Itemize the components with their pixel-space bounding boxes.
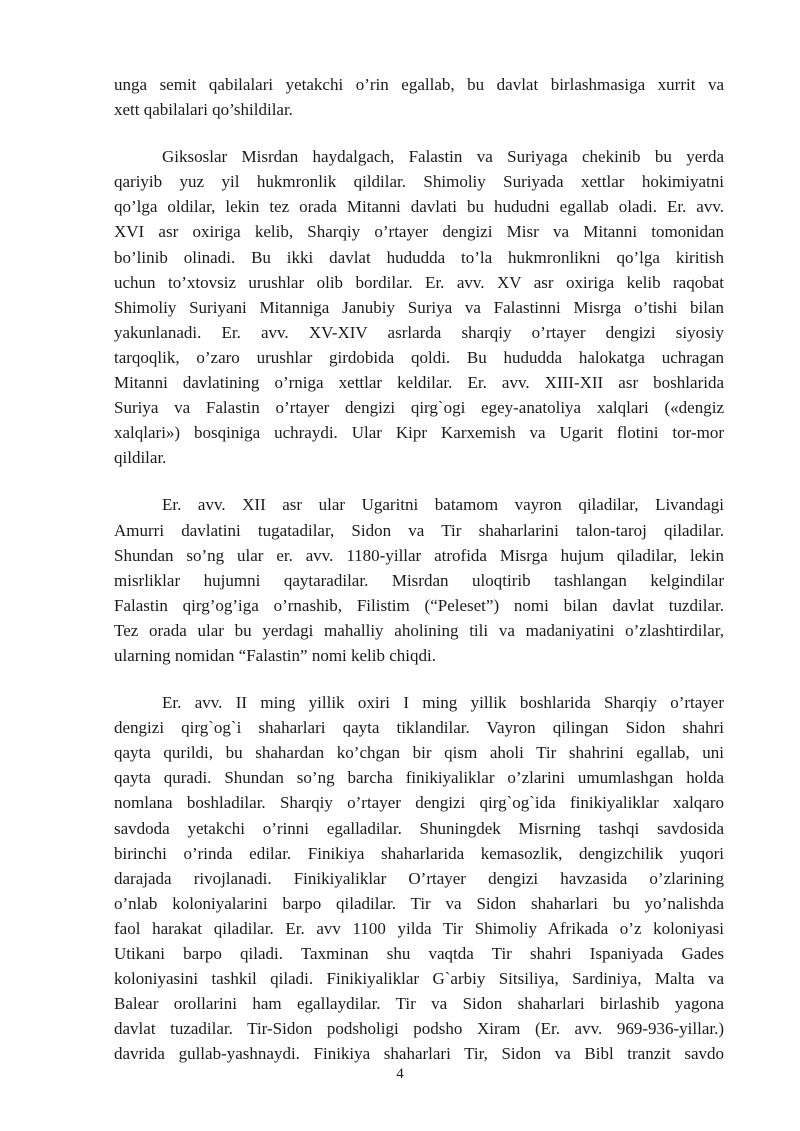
- text-line: Shundan so’ng ular er. avv. 1180-yillar atrofida Misrga hujum qiladilar, lekin: [114, 545, 724, 565]
- document-body: [114, 72, 724, 1088]
- text-line: qo’lga oldilar, lekin tez orada Mitanni davlati bu hududni egallab oladi. Er. avv.: [114, 197, 724, 217]
- text-line: xett qabilalari qo’shildilar.: [114, 100, 293, 120]
- text-line: darajada rivojlanadi. Finikiyaliklar O’rtayer dengizi havzasida o’zlarining: [114, 868, 724, 888]
- paragraph: [114, 492, 724, 668]
- text-line: Giksoslar Misrdan haydalgach, Falastin va Suriyaga chekinib bu yerda: [162, 147, 724, 167]
- text-line: Amurri davlatini tugatadilar, Sidon va Tir shaharlarini talon-taroj qiladilar.: [114, 520, 724, 540]
- text-line: Balear orollarini ham egallaydilar. Tir va Sidon shaharlari birlashib yagona: [114, 994, 724, 1014]
- text-line: koloniyasini tashkil qiladi. Finikiyaliklar G`arbiy Sitsiliya, Sardiniya, Malta va: [114, 969, 724, 989]
- text-line: Falastin qirg’og’iga o’rnashib, Filistim (“Peleset”) nomi bilan davlat tuzdilar.: [114, 595, 724, 615]
- text-line: o’nlab koloniyalarini barpo qiladilar. Tir va Sidon shaharlari bu yo’nalishda: [114, 893, 724, 913]
- text-line: dengizi qirg`og`i shaharlari qayta tiklandilar. Vayron qilingan Sidon shahri: [114, 718, 724, 738]
- paragraph: [114, 72, 724, 122]
- text-line: ularning nomidan “Falastin” nomi kelib chiqdi.: [114, 645, 436, 665]
- text-line: unga semit qabilalari yetakchi o’rin egallab, bu davlat birlashmasiga xurrit va: [114, 75, 724, 94]
- text-line: davrida gullab-yashnaydi. Finikiya shaharlari Tir, Sidon va Bibl tranzit savdo: [114, 1044, 724, 1064]
- text-line: Mitanni davlatining o’rniga xettlar keldilar. Er. avv. XIII-XII asr boshlarida: [114, 373, 724, 393]
- text-line: qayta qurildi, bu shahardan ko’chgan bir qism aholi Tir shahrini egallab, uni: [114, 743, 724, 763]
- text-line: Suriya va Falastin o’rtayer dengizi qirg`ogi egey-anatoliya xalqlari («dengiz: [114, 398, 724, 418]
- text-line: misrliklar hujumni qaytaradilar. Misrdan uloqtirib tashlangan kelgindilar: [114, 570, 724, 590]
- text-line: XVI asr oxiriga kelib, Sharqiy o’rtayer dengizi Misr va Mitanni tomonidan: [114, 222, 724, 242]
- text-line: nomlana boshladilar. Sharqiy o’rtayer dengizi qirg`og`ida finikiyaliklar xalqaro: [114, 793, 724, 813]
- paragraph: [114, 690, 724, 1066]
- text-line: yakunlanadi. Er. avv. XV-XIV asrlarda sharqiy o’rtayer dengizi siyosiy: [114, 322, 724, 342]
- text-line: Er. avv. XII asr ular Ugaritni batamom vayron qiladilar, Livandagi: [162, 495, 724, 515]
- text-line: Er. avv. II ming yillik oxiri I ming yillik boshlarida Sharqiy o’rtayer: [162, 693, 724, 713]
- text-line: uchun to’xtovsiz urushlar olib bordilar. Er. avv. XV asr oxiriga kelib raqobat: [114, 272, 724, 292]
- text-line: Utikani barpo qiladi. Taxminan shu vaqtda Tir shahri Ispaniyada Gades: [114, 944, 724, 963]
- text-line: faol harakat qiladilar. Er. avv 1100 yilda Tir Shimoliy Afrikada o’z koloniyasi: [114, 918, 724, 938]
- text-line: Shimoliy Suriyani Mitanniga Janubiy Suriya va Falastinni Misrga o’tishi bilan: [114, 297, 724, 317]
- text-line: qayta quradi. Shundan so’ng barcha finikiyaliklar o’zlarini umumlashgan holda: [114, 768, 724, 788]
- paragraph: [114, 144, 724, 470]
- text-line: birinchi o’rinda edilar. Finikiya shaharlarida kemasozlik, dengizchilik yuqori: [114, 843, 724, 863]
- page-number: 4: [396, 1066, 404, 1082]
- text-line: bo’linib olinadi. Bu ikki davlat hududda to’la hukmronlikni qo’lga kiritish: [114, 247, 724, 267]
- text-line: xalqlari») bosqiniga uchraydi. Ular Kipr Karxemish va Ugarit flotini tor-mor: [114, 423, 724, 443]
- text-line: tarqoqlik, o’zaro urushlar girdobida qoldi. Bu hududda halokatga uchragan: [114, 347, 724, 367]
- text-line: savdoda yetakchi o’rinni egalladilar. Shuningdek Misrning tashqi savdosida: [114, 818, 724, 838]
- text-line: qariyib yuz yil hukmronlik qildilar. Shimoliy Suriyada xettlar hokimiyatni: [114, 172, 724, 192]
- text-line: davlat tuzadilar. Tir-Sidon podsholigi podsho Xiram (Er. avv. 969-936-yillar.): [114, 1019, 724, 1039]
- text-line: qildilar.: [114, 448, 167, 468]
- text-line: Tez orada ular bu yerdagi mahalliy aholining tili va madaniyatini o’zlashtirdilar,: [114, 620, 724, 640]
